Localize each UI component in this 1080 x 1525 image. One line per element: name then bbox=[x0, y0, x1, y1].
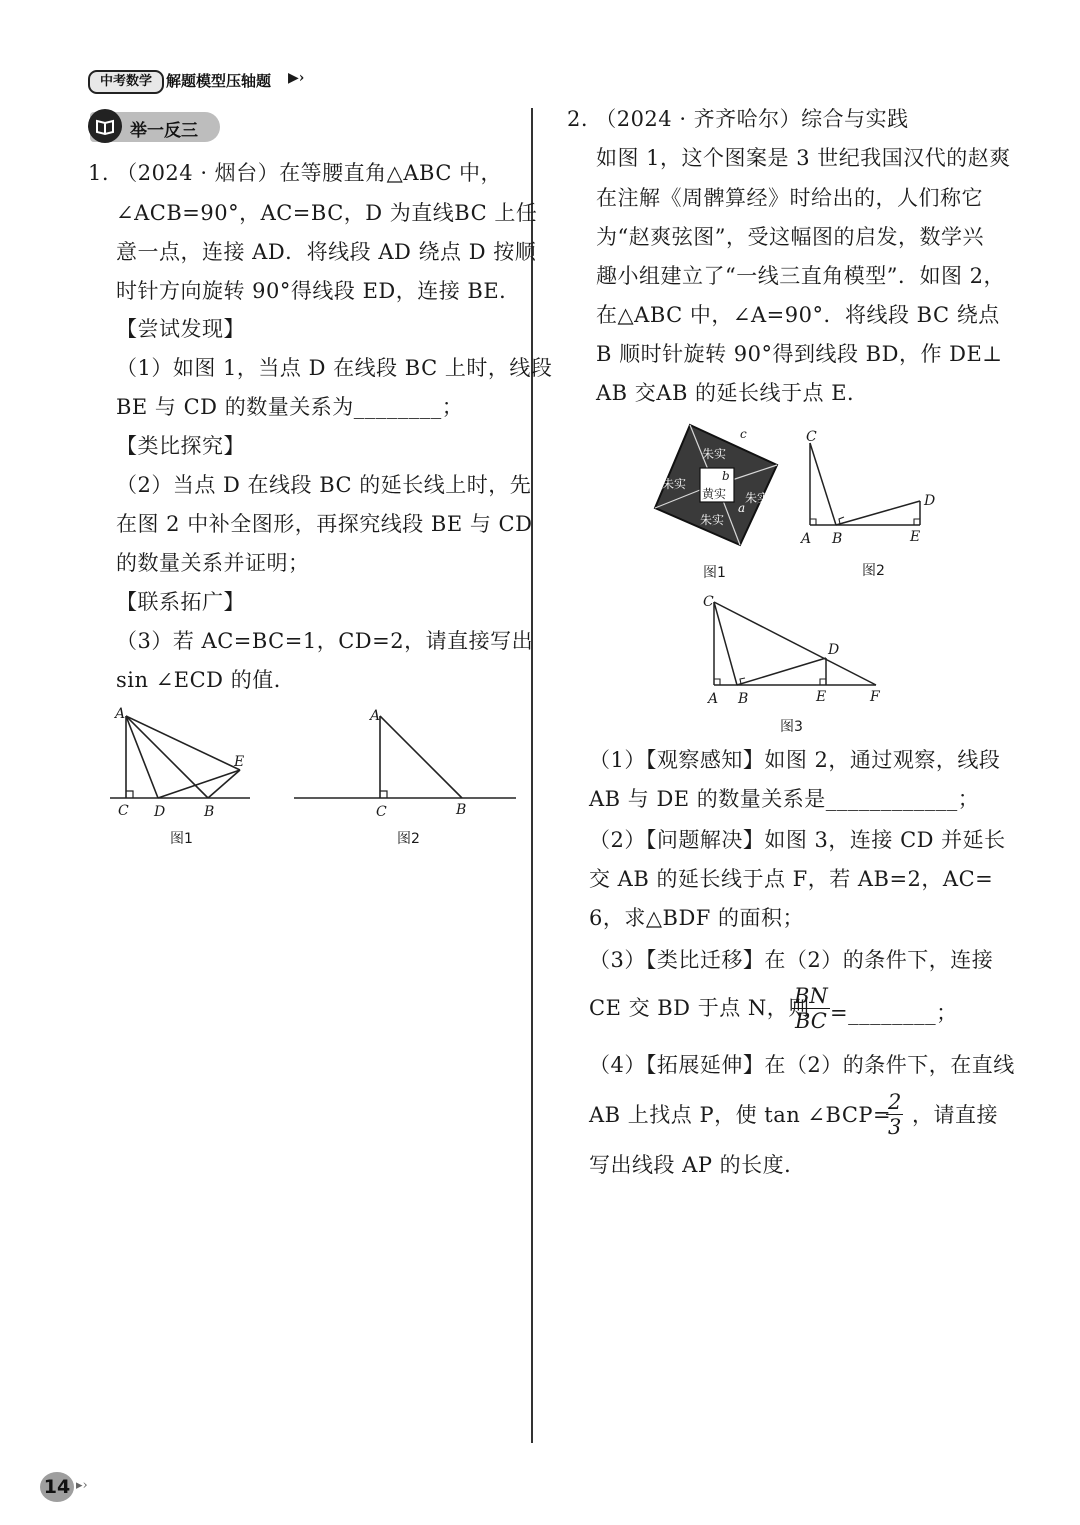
label-D: D bbox=[828, 642, 840, 658]
p2-line-5: 趣小组建立了“一线三直角模型”．如图 2， bbox=[596, 264, 1006, 288]
p2-q2-line-2: 交 AB 的延长线于点 F，若 AB=2，AC= bbox=[589, 867, 994, 891]
p2-line-7: B 顺时针旋转 90°得到线段 BD，作 DE⊥ bbox=[596, 342, 1003, 366]
p2-line-2: 如图 1，这个图案是 3 世纪我国汉代的赵爽 bbox=[596, 146, 1011, 170]
p1-line-9: （2）当点 D 在线段 BC 的延长线上时，先 bbox=[116, 473, 532, 497]
p2-q1-line-2: AB 与 DE 的数量关系是____________； bbox=[589, 787, 980, 811]
series-logo: 中考数学 bbox=[88, 70, 164, 94]
book-title: 解题模型压轴题 bbox=[166, 72, 272, 90]
p2-line-3: 在注解《周髀算经》时给出的，人们称它 bbox=[596, 186, 983, 210]
p2-q3-answer-blank: =________； bbox=[830, 1001, 958, 1025]
p2-q4-line-2: AB 上找点 P，使 tan ∠BCP= bbox=[589, 1103, 892, 1127]
p1-line-10: 在图 2 中补全图形，再探究线段 BE 与 CD bbox=[116, 512, 533, 536]
cell-center: 黄实 bbox=[702, 487, 727, 501]
section-badge bbox=[90, 112, 220, 142]
p1-line-11: 的数量关系并证明； bbox=[116, 551, 310, 575]
p2-line-1: 2. （2024 · 齐齐哈尔）综合与实践 bbox=[567, 107, 909, 131]
p1-line-3: 意一点，连接 AD．将线段 AD 绕点 D 按顺 bbox=[116, 240, 537, 264]
section-title: 举一反三 bbox=[130, 121, 198, 141]
label-c: c bbox=[740, 427, 747, 441]
label-B: B bbox=[832, 531, 843, 547]
label-D: D bbox=[154, 804, 166, 820]
label-B: B bbox=[456, 802, 467, 818]
p1-line-13: （3）若 AC=BC=1，CD=2，请直接写出 bbox=[116, 629, 534, 653]
label-A: A bbox=[115, 706, 126, 722]
label-E: E bbox=[910, 529, 921, 545]
p1-figure-2 bbox=[290, 700, 520, 830]
cell-right: 朱实 bbox=[745, 491, 770, 505]
p2-q2-line-1: （2）【问题解决】如图 3，连接 CD 并延长 bbox=[589, 828, 1006, 852]
label-A: A bbox=[708, 691, 719, 707]
p2-q4-line-1: （4）【拓展延伸】在（2）的条件下，在直线 bbox=[589, 1053, 1015, 1077]
cell-bottom: 朱实 bbox=[700, 513, 725, 527]
header-arrows: ▶› bbox=[288, 70, 305, 86]
p1-line-1: 1. （2024 · 烟台）在等腰直角△ABC 中， bbox=[88, 161, 503, 185]
p2-q4-line-3: 写出线段 AP 的长度． bbox=[589, 1153, 806, 1177]
fraction-denominator: 3 bbox=[888, 1115, 902, 1139]
p1-heading-analogy: 【类比探究】 bbox=[116, 434, 245, 458]
fraction-numerator: 2 bbox=[888, 1090, 902, 1114]
p1-line-2: ∠ACB=90°，AC=BC，D 为直线BC 上任 bbox=[116, 201, 538, 225]
p2-q1-line-1: （1）【观察感知】如图 2，通过观察，线段 bbox=[589, 748, 1001, 772]
p2-line-6: 在△ABC 中，∠A=90°．将线段 BC 绕点 bbox=[596, 303, 1000, 327]
p1-line-14: sin ∠ECD 的值． bbox=[116, 668, 296, 692]
fraction-numerator: BN bbox=[794, 984, 828, 1008]
p2-figure-3 bbox=[700, 590, 900, 710]
p1-figure-1 bbox=[100, 700, 270, 830]
label-a: a bbox=[738, 501, 746, 515]
p2-q2-line-3: 6，求△BDF 的面积； bbox=[589, 906, 805, 930]
p2-q3-line-2: CE 交 BD 于点 N，则 bbox=[589, 996, 810, 1020]
p1-fig1-caption: 图1 bbox=[170, 831, 193, 847]
column-divider bbox=[531, 108, 533, 1443]
book-icon bbox=[88, 109, 122, 143]
p2-fig2-caption: 图2 bbox=[862, 563, 885, 579]
label-B: B bbox=[738, 691, 749, 707]
label-C: C bbox=[806, 429, 817, 445]
p1-line-4: 时针方向旋转 90°得线段 ED，连接 BE． bbox=[116, 279, 521, 303]
fraction-two-thirds bbox=[886, 1090, 903, 1139]
p2-fig3-caption: 图3 bbox=[780, 719, 803, 735]
label-A: A bbox=[801, 531, 812, 547]
fraction-denominator: BC bbox=[794, 1009, 827, 1033]
p2-fig1-caption: 图1 bbox=[703, 565, 726, 581]
page-number: 14 bbox=[40, 1472, 74, 1502]
label-E: E bbox=[234, 754, 245, 770]
p2-q3-line-1: （3）【类比迁移】在（2）的条件下，连接 bbox=[589, 948, 994, 972]
label-D: D bbox=[924, 493, 936, 509]
label-A: A bbox=[370, 708, 381, 724]
p2-figure-2 bbox=[798, 425, 948, 550]
fraction-bn-bc bbox=[792, 984, 830, 1033]
p2-q4-line-2-end: ，请直接 bbox=[912, 1103, 998, 1127]
p1-heading-extend: 【联系拓广】 bbox=[116, 590, 245, 614]
footer-arrows: ▸› bbox=[76, 1478, 88, 1493]
cell-left: 朱实 bbox=[662, 477, 687, 491]
label-b: b bbox=[722, 469, 730, 483]
p1-line-7: BE 与 CD 的数量关系为________； bbox=[116, 395, 464, 419]
label-C: C bbox=[703, 594, 714, 610]
p1-line-6: （1）如图 1，当点 D 在线段 BC 上时，线段 bbox=[116, 356, 553, 380]
label-C: C bbox=[376, 804, 387, 820]
p1-fig2-caption: 图2 bbox=[397, 831, 420, 847]
p2-line-4: 为“赵爽弦图”，受这幅图的启发，数学兴 bbox=[596, 225, 984, 249]
p2-figure-1-xian-tu bbox=[652, 420, 782, 550]
cell-top: 朱实 bbox=[702, 447, 727, 461]
p2-line-8: AB 交AB 的延长线于点 E． bbox=[596, 381, 869, 405]
label-B: B bbox=[204, 804, 215, 820]
p1-heading-try: 【尝试发现】 bbox=[116, 317, 245, 341]
label-E: E bbox=[816, 689, 827, 705]
label-C: C bbox=[118, 803, 129, 819]
label-F: F bbox=[870, 689, 880, 705]
